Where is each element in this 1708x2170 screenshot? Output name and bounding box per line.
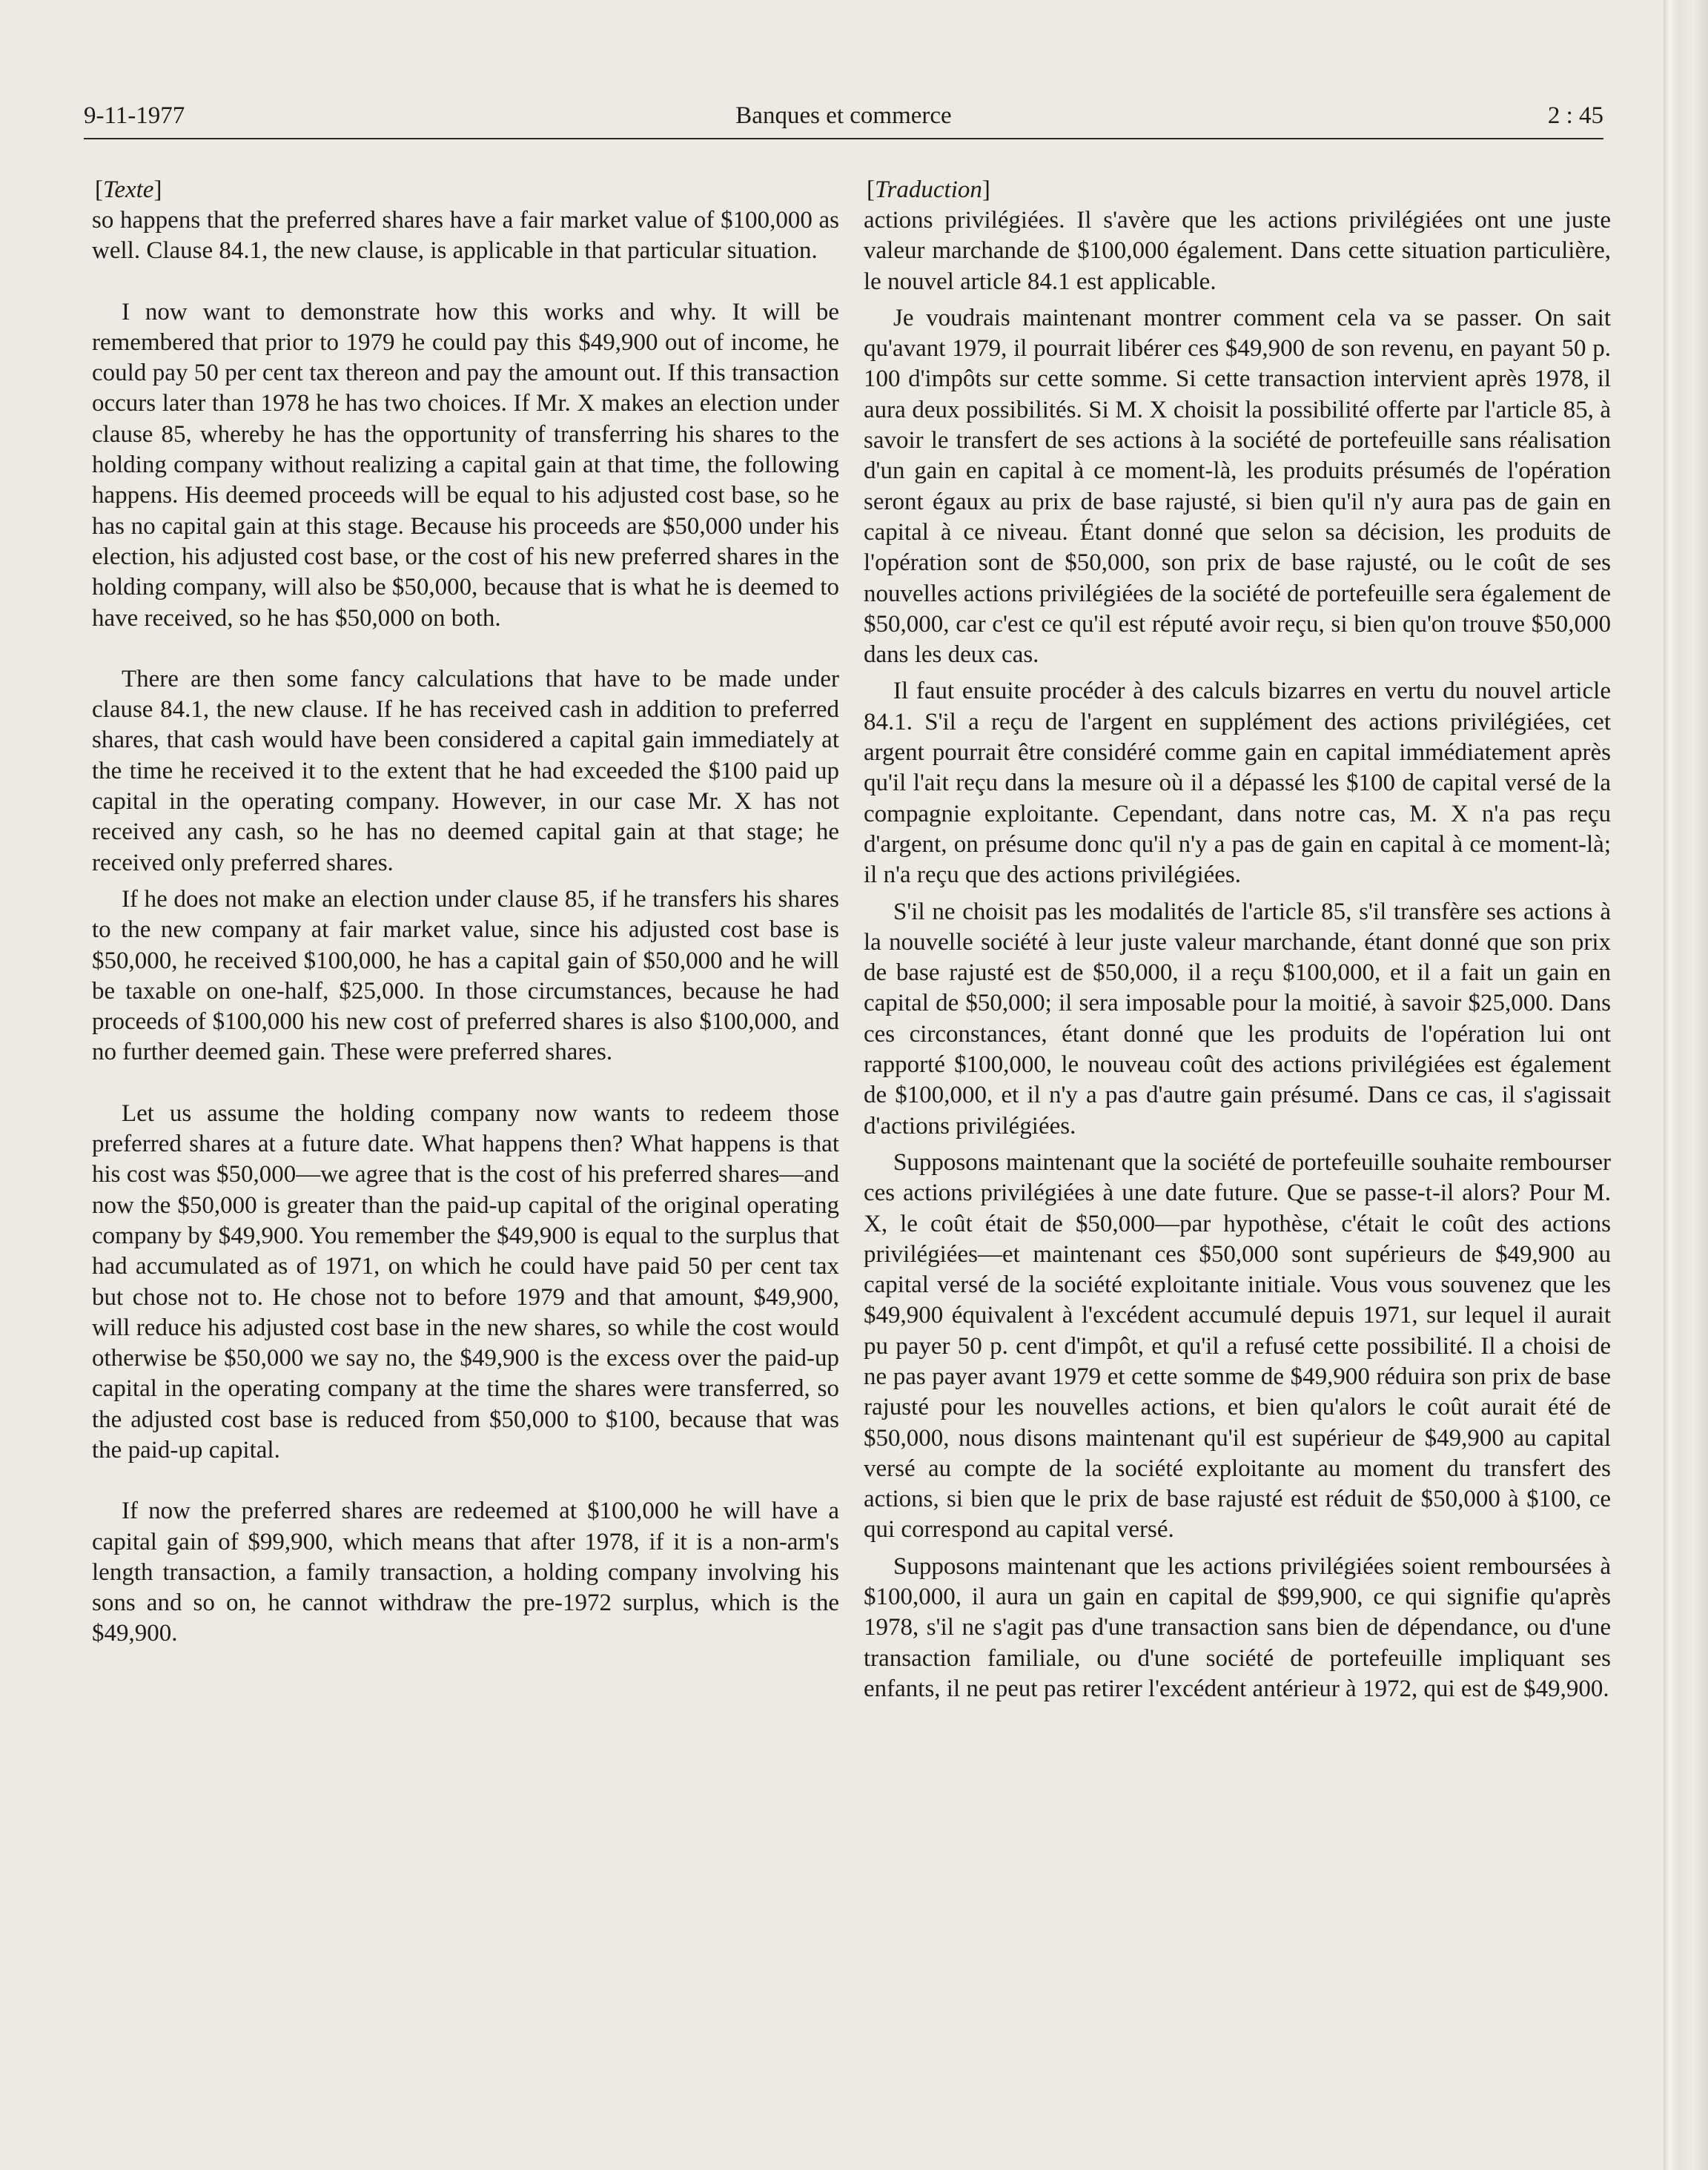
paragraph: S'il ne choisit pas les modalités de l'article 85, s'il transfère ses actions à la nouvelle société à leur juste valeur marchande, étant donné que son prix de base rajusté est de $50,000, il a reçu $100,000, et il a fait un gain en capital de $50,000; il sera imposable pour la moitié, à savoir $25,000. Dans ces circonstances, étant donné que les produits de l'opération lui ont rapporté $100,000, le nouveau coût des actions privilégiées est également de $100,000, et il n'y a pas d'autre gain présumé. Dans ce cas, il s'agissait d'actions privilégiées. bbox=[864, 898, 1611, 1139]
header-date: 9-11-1977 bbox=[84, 102, 185, 129]
left-column-english bbox=[92, 175, 839, 1650]
paragraph: There are then some fancy calculations that have to be made under clause 84.1, the new clause. If he has received cash in addition to preferred shares, that cash would have been considered a capital gain immediately at the time he received it to the extent that he had exceeded the $100 paid up capital in the operating company. However, in our case Mr. X has not received any cash, so he has no deemed capital gain at that stage; he received only preferred shares. bbox=[92, 665, 839, 876]
paragraph: If he does not make an election under clause 85, if he transfers his shares to the new company at fair market value, since his adjusted cost base is $50,000, he received $100,000, he has a capital gain of $50,000 and he will be taxable on one-half, $25,000. In those circumstances, because he had proceeds of $100,000 his new cost of preferred shares is also $100,000, and no further deemed gain. These were preferred shares. bbox=[92, 885, 839, 1066]
right-column-french bbox=[864, 175, 1611, 1704]
paragraph: Il faut ensuite procéder à des calculs bizarres en vertu du nouvel article 84.1. S'il a reçu de l'argent en supplément des actions privilégiées, cet argent pourrait être considéré comme gain en capital immédiatement après qu'il l'ait reçu dans la mesure où il a dépassé les $100 de capital versé de la compagnie exploitante. Cependant, dans notre cas, M. X n'a pas reçu d'argent, on présume donc qu'il n'y a pas de gain en capital à ce moment-là; il n'a reçu que des actions privilégiées. bbox=[864, 678, 1611, 889]
paragraph: so happens that the preferred shares have a fair market value of $100,000 as well. Clause 84.1, the new clause, is applicable in that particular situation. bbox=[92, 207, 839, 265]
paragraph: Let us assume the holding company now wants to redeem those preferred shares at a future date. What happens then? What happens is that his cost was $50,000—we agree that is the cost of his preferred shares—and now the $50,000 is greater than the paid-up capital of the original operating company by $49,900. You remember the $49,900 is equal to the surplus that had accumulated as of 1971, on which he could have paid 50 per cent tax but chose not to. He chose not to before 1979 and that amount, $49,900, will reduce his adjusted cost base in the new shares, so while the cost would otherwise be $50,000 we say no, the $49,900 is the excess over the paid-up capital in the operating company at the time the shares were transferred, so the adjusted cost base is reduced from $50,000 to $100, because that was the paid-up capital. bbox=[92, 1099, 839, 1463]
paragraph: Supposons maintenant que les actions privilégiées soient remboursées à $100,000, il aura un gain en capital de $99,900, ce qui signifie qu'après 1978, s'il ne s'agit pas d'une transaction sans bien de dépendance, ou d'une transaction familiale, ou d'une société de portefeuille impliquant ses enfants, il ne peut pas retirer l'excédent antérieur à 1972, qui est de $49,900. bbox=[864, 1552, 1611, 1702]
paragraph: Supposons maintenant que la société de portefeuille souhaite rembourser ces actions privilégiées à une date future. Que se passe-t-il alors? Pour M. X, le coût était de $50,000—par hypothèse, c'était le coût des actions privilégiées—et maintenant ces $50,000 sont supérieurs de $49,900 au capital versé de la société exploitante initiale. Vous vous souvenez que les $49,900 équivalent à l'excédent accumulé depuis 1971, sur lequel il aurait pu payer 50 p. cent d'impôt, et qu'il a refusé cette possibilité. Il a choisi de ne pas payer avant 1979 et cette somme de $49,900 réduira son prix de base rajusté pour les nouvelles actions, et bien qu'alors le coût aurait été de $50,000, nous disons maintenant qu'il est supérieur de $49,900 au capital versé au compte de la société exploitante au moment du transfert des actions, si bien que le prix de base rajusté est réduit de $50,000 à $100, ce qui correspond au capital versé. bbox=[864, 1148, 1611, 1544]
header-title: Banques et commerce bbox=[735, 102, 952, 129]
paragraph: Je voudrais maintenant montrer comment cela va se passer. On sait qu'avant 1979, il pourrait libérer ces $49,900 de son revenu, en payant 50 p. 100 d'impôts sur cette somme. Si cette transaction intervient après 1978, il aura deux possibilités. Si M. X choisit la possibilité offerte par l'article 85, à savoir le transfert de ses actions à la société de portefeuille sans réalisation d'un gain en capital à ce moment-là, les produits présumés de l'opération seront égaux au prix de base rajusté, si bien qu'il n'y aura pas de gain en capital à ce niveau. Étant donné que selon sa décision, les produits de l'opération sont de $50,000, son prix de base rajusté, ou le coût de ses nouvelles actions privilégiées de la société de portefeuille sera également de $50,000, car c'est ce qu'il est réputé avoir reçu, si bien qu'on trouve $50,000 dans les deux cas. bbox=[864, 304, 1611, 669]
paragraph: If now the preferred shares are redeemed at $100,000 he will have a capital gain of $99,900, which means that after 1978, if it is a non-arm's length transaction, a family transaction, a holding company involving his sons and so on, he cannot withdraw the pre-1972 surplus, which is the $49,900. bbox=[92, 1498, 839, 1647]
column-label-texte: [Texte] bbox=[95, 176, 162, 203]
header-page-number: 2 : 45 bbox=[1547, 102, 1603, 129]
column-label-traduction: [Traduction] bbox=[867, 176, 990, 203]
running-header bbox=[84, 95, 1603, 139]
header-rule bbox=[84, 138, 1603, 139]
paragraph: I now want to demonstrate how this works and why. It will be remembered that prior to 1979 he could pay this $49,900 out of income, he could pay 50 per cent tax thereon and pay the amount out. If this transaction occurs later than 1978 he has two choices. If Mr. X makes an election under clause 85, whereby he has the opportunity of transferring his shares to the holding company without realizing a capital gain at that time, the following happens. His deemed proceeds will be equal to his adjusted cost base, so he has no capital gain at this stage. Because his proceeds are $50,000 under his election, his adjusted cost base, or the cost of his new preferred shares in the holding company, will also be $50,000, because that is what he is deemed to have received, so he has $50,000 on both. bbox=[92, 298, 840, 632]
page-edge bbox=[1664, 0, 1708, 2170]
paragraph: actions privilégiées. Il s'avère que les actions privilégiées ont une juste valeur marchande de $100,000 également. Dans cette situation particulière, le nouvel article 84.1 est applicable. bbox=[864, 207, 1611, 295]
